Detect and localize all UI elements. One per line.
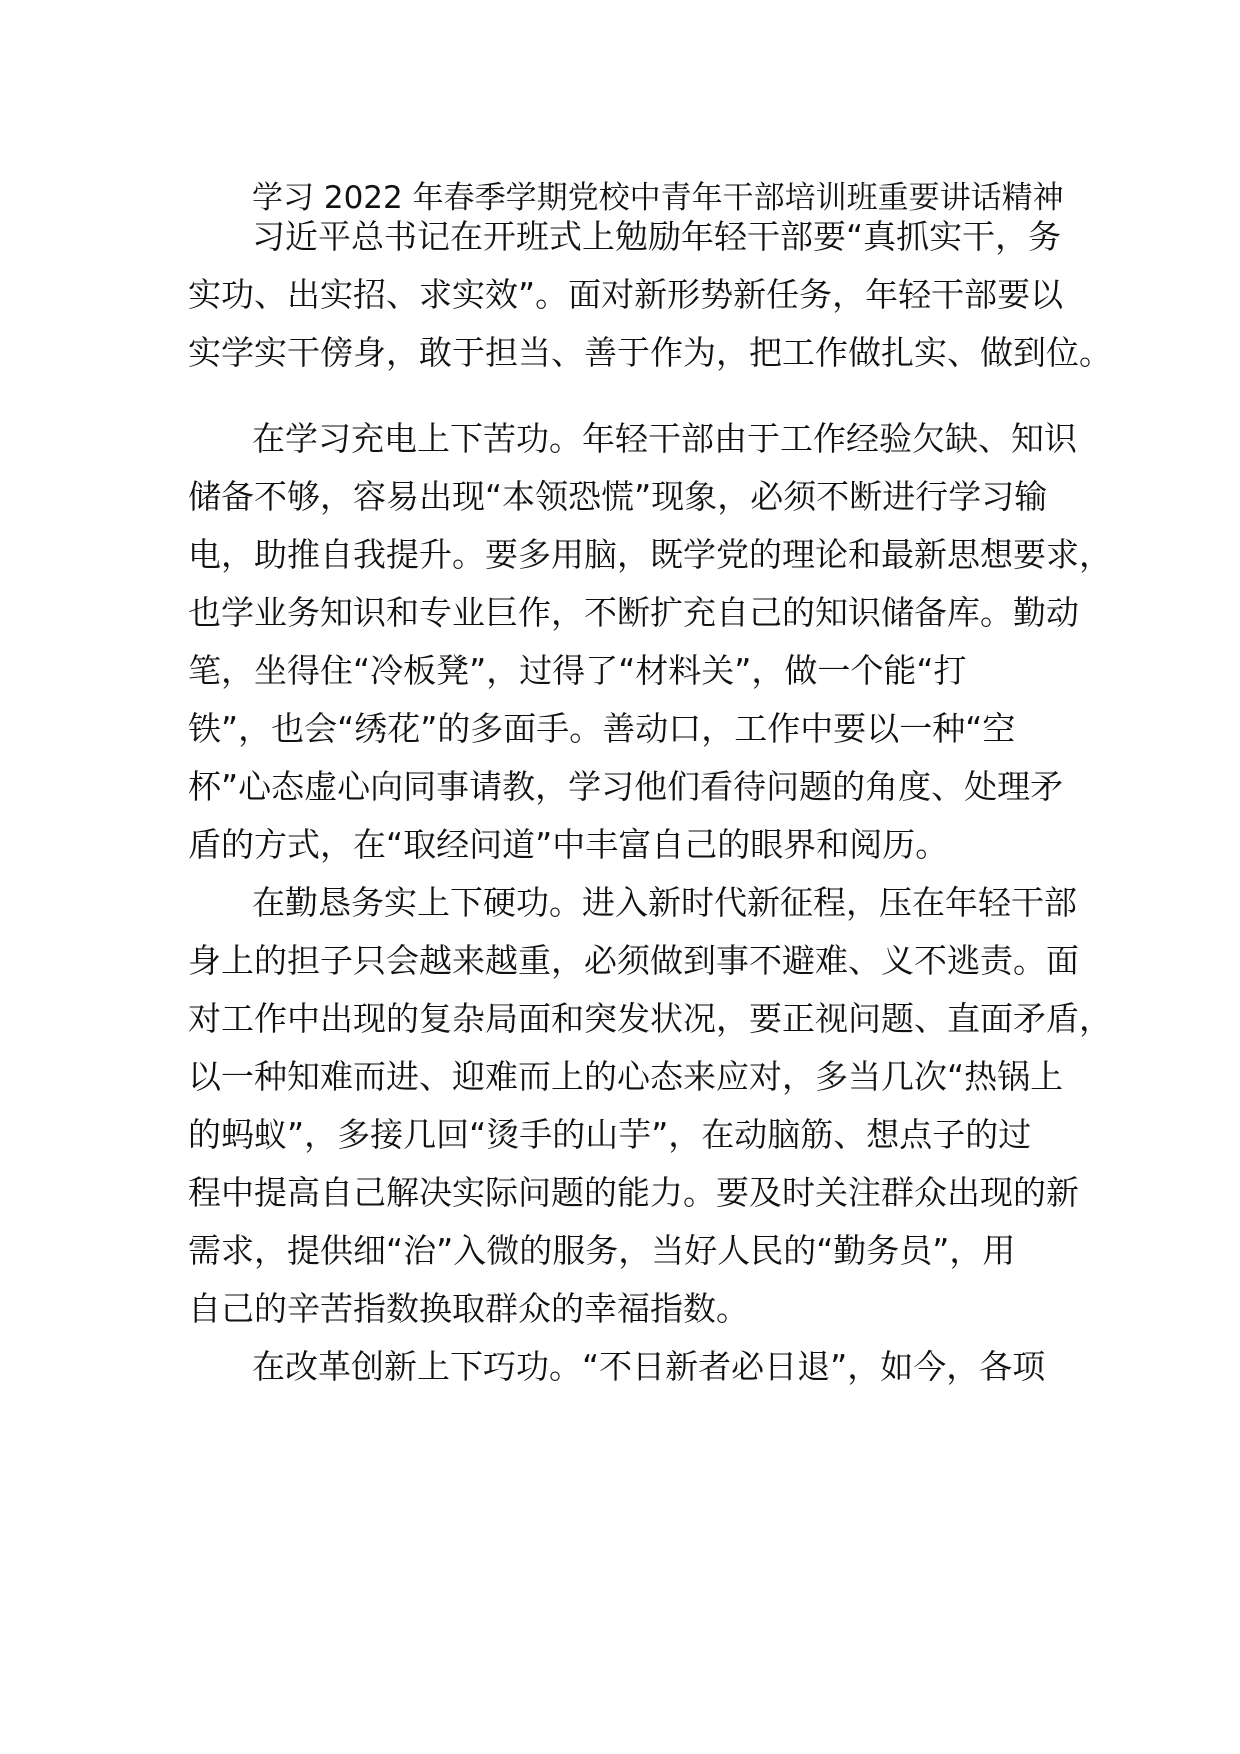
paragraph-2-line-6: 铁”，也会“绣花”的多面手。善动口，工作中要以一种“空 <box>188 709 1016 748</box>
paragraph-3-line-1: 在勤恳务实上下硬功。进入新时代新征程，压在年轻干部 <box>252 883 1077 922</box>
paragraph-2-line-3: 电，助推自我提升。要多用脑，既学党的理论和最新思想要求， <box>188 535 1112 574</box>
paragraph-2-line-5: 笔，坐得住“冷板凳”，过得了“材料关”，做一个能“打 <box>188 651 967 690</box>
paragraph-2-line-8: 盾的方式，在“取经问道”中丰富自己的眼界和阅历。 <box>188 825 949 864</box>
paragraph-1-line-3: 实学实干傍身，敢于担当、善于作为，把工作做扎实、做到位。 <box>188 333 1112 372</box>
paragraph-1-line-1: 习近平总书记在开班式上勉励年轻干部要“真抓实干，务 <box>252 217 1062 256</box>
paragraph-3-line-8: 自己的辛苦指数换取群众的幸福指数。 <box>188 1289 749 1328</box>
paragraph-2-line-4: 也学业务知识和专业巨作，不断扩充自己的知识储备库。勤动 <box>188 593 1079 632</box>
paragraph-3-line-5: 的蚂蚁”，多接几回“烫手的山芋”，在动脑筋、想点子的过 <box>188 1115 1032 1154</box>
paragraph-3-line-3: 对工作中出现的复杂局面和突发状况，要正视问题、直面矛盾， <box>188 999 1112 1038</box>
paragraph-2-line-7: 杯”心态虚心向同事请教，学习他们看待问题的角度、处理矛 <box>188 767 1064 806</box>
document-title: 学习 2022 年春季学期党校中青年干部培训班重要讲话精神 <box>252 180 1064 216</box>
paragraph-3-line-7: 需求，提供细“治”入微的服务，当好人民的“勤务员”，用 <box>188 1231 1016 1270</box>
paragraph-3-line-2: 身上的担子只会越来越重，必须做到事不避难、义不逃责。面 <box>188 941 1079 980</box>
paragraph-3-line-4: 以一种知难而进、迎难而上的心态来应对，多当几次“热锅上 <box>188 1057 1064 1096</box>
paragraph-2-line-1: 在学习充电上下苦功。年轻干部由于工作经验欠缺、知识 <box>252 419 1077 458</box>
paragraph-4-line-1: 在改革创新上下巧功。“不日新者必日退”，如今，各项 <box>252 1347 1046 1386</box>
paragraph-3-line-6: 程中提高自己解决实际问题的能力。要及时关注群众出现的新 <box>188 1173 1079 1212</box>
paragraph-1-line-2: 实功、出实招、求实效”。面对新形势新任务，年轻干部要以 <box>188 275 1064 314</box>
paragraph-2-line-2: 储备不够，容易出现“本领恐慌”现象，必须不断进行学习输 <box>188 477 1048 516</box>
